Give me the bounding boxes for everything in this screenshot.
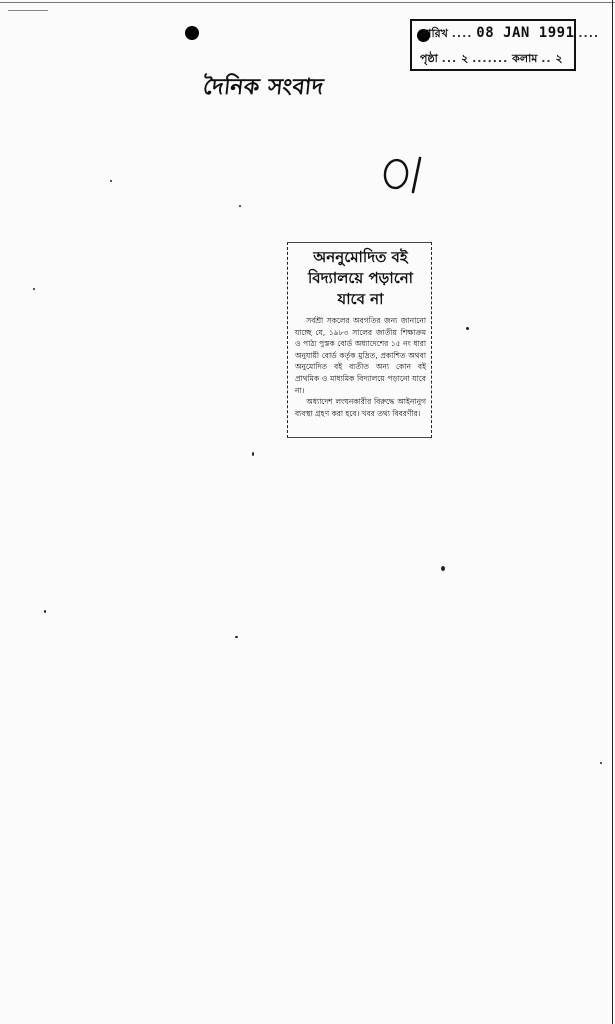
scan-speck — [466, 327, 469, 330]
news-clipping — [287, 242, 432, 438]
scan-speck — [235, 636, 238, 638]
stamp-page-row: পৃষ্ঠা ... ২ ....... কলাম .. ২ — [420, 52, 563, 65]
headline-line-3: যাবে না — [337, 290, 384, 308]
headline-line-2: বিদ্যালয়ে পড়ানো — [307, 269, 414, 287]
clipping-body — [295, 315, 426, 419]
scan-speck — [441, 566, 445, 571]
scan-speck — [252, 452, 254, 456]
scan-speck — [44, 610, 46, 613]
stamp-page-label: পৃষ্ঠা — [420, 52, 438, 65]
punch-hole-left — [185, 26, 199, 40]
stamp-column-value: ২ — [555, 52, 563, 65]
scan-speck — [33, 288, 35, 290]
stamp-date-row: তারিখ .... 08 JAN 1991 .... — [420, 25, 600, 41]
stamp-column-label: কলাম — [512, 52, 538, 65]
scan-edge-right — [612, 0, 613, 1024]
clipping-paragraph-1: সর্বশ্রী সকলের অবগতির জন্য জানানো যাচ্ছে যে, ১৯৮৩ সালের জাতীয় শিক্ষাক্রম ও পাঠ্য পুস্তক বোর্ড অধ্যাদেশের ১৫ নং ধারা অনুযায়ী বোর্ড কর্তৃক মুদ্রিত, প্রকাশিত অথবা অনুমোদিত বই ব্যতীত অন্য কোন বই প্রাথমিক ও মাধ্যমিক বিদ্যালয়ে পড়ানো যাবে না। — [295, 316, 426, 395]
clipping-paragraph-2: অধ্যাদেশ লংঘনকারীর বিরুদ্ধে আইনানুগ ব্যবস্থা গ্রহণ করা হবে। খবর তথ্য বিবরণীর। — [295, 397, 426, 418]
svg-text:01: 01 — [382, 152, 384, 153]
scan-speck — [110, 180, 112, 182]
stamp-date-label: তারিখ — [420, 27, 448, 40]
scan-edge-top — [0, 2, 615, 3]
headline-line-1: অননুমোদিত বই — [313, 248, 408, 266]
stamp-page-value: ২ — [461, 52, 469, 65]
scan-speck — [239, 205, 241, 207]
scan-speck — [600, 762, 602, 764]
handwritten-page-number — [382, 152, 432, 196]
stamp-date-value: 08 JAN 1991 — [476, 25, 575, 41]
scan-speck — [8, 10, 48, 11]
archive-date-stamp — [410, 19, 600, 71]
clipping-headline — [295, 247, 426, 310]
newspaper-name: দৈনিক সংবাদ — [201, 75, 326, 100]
